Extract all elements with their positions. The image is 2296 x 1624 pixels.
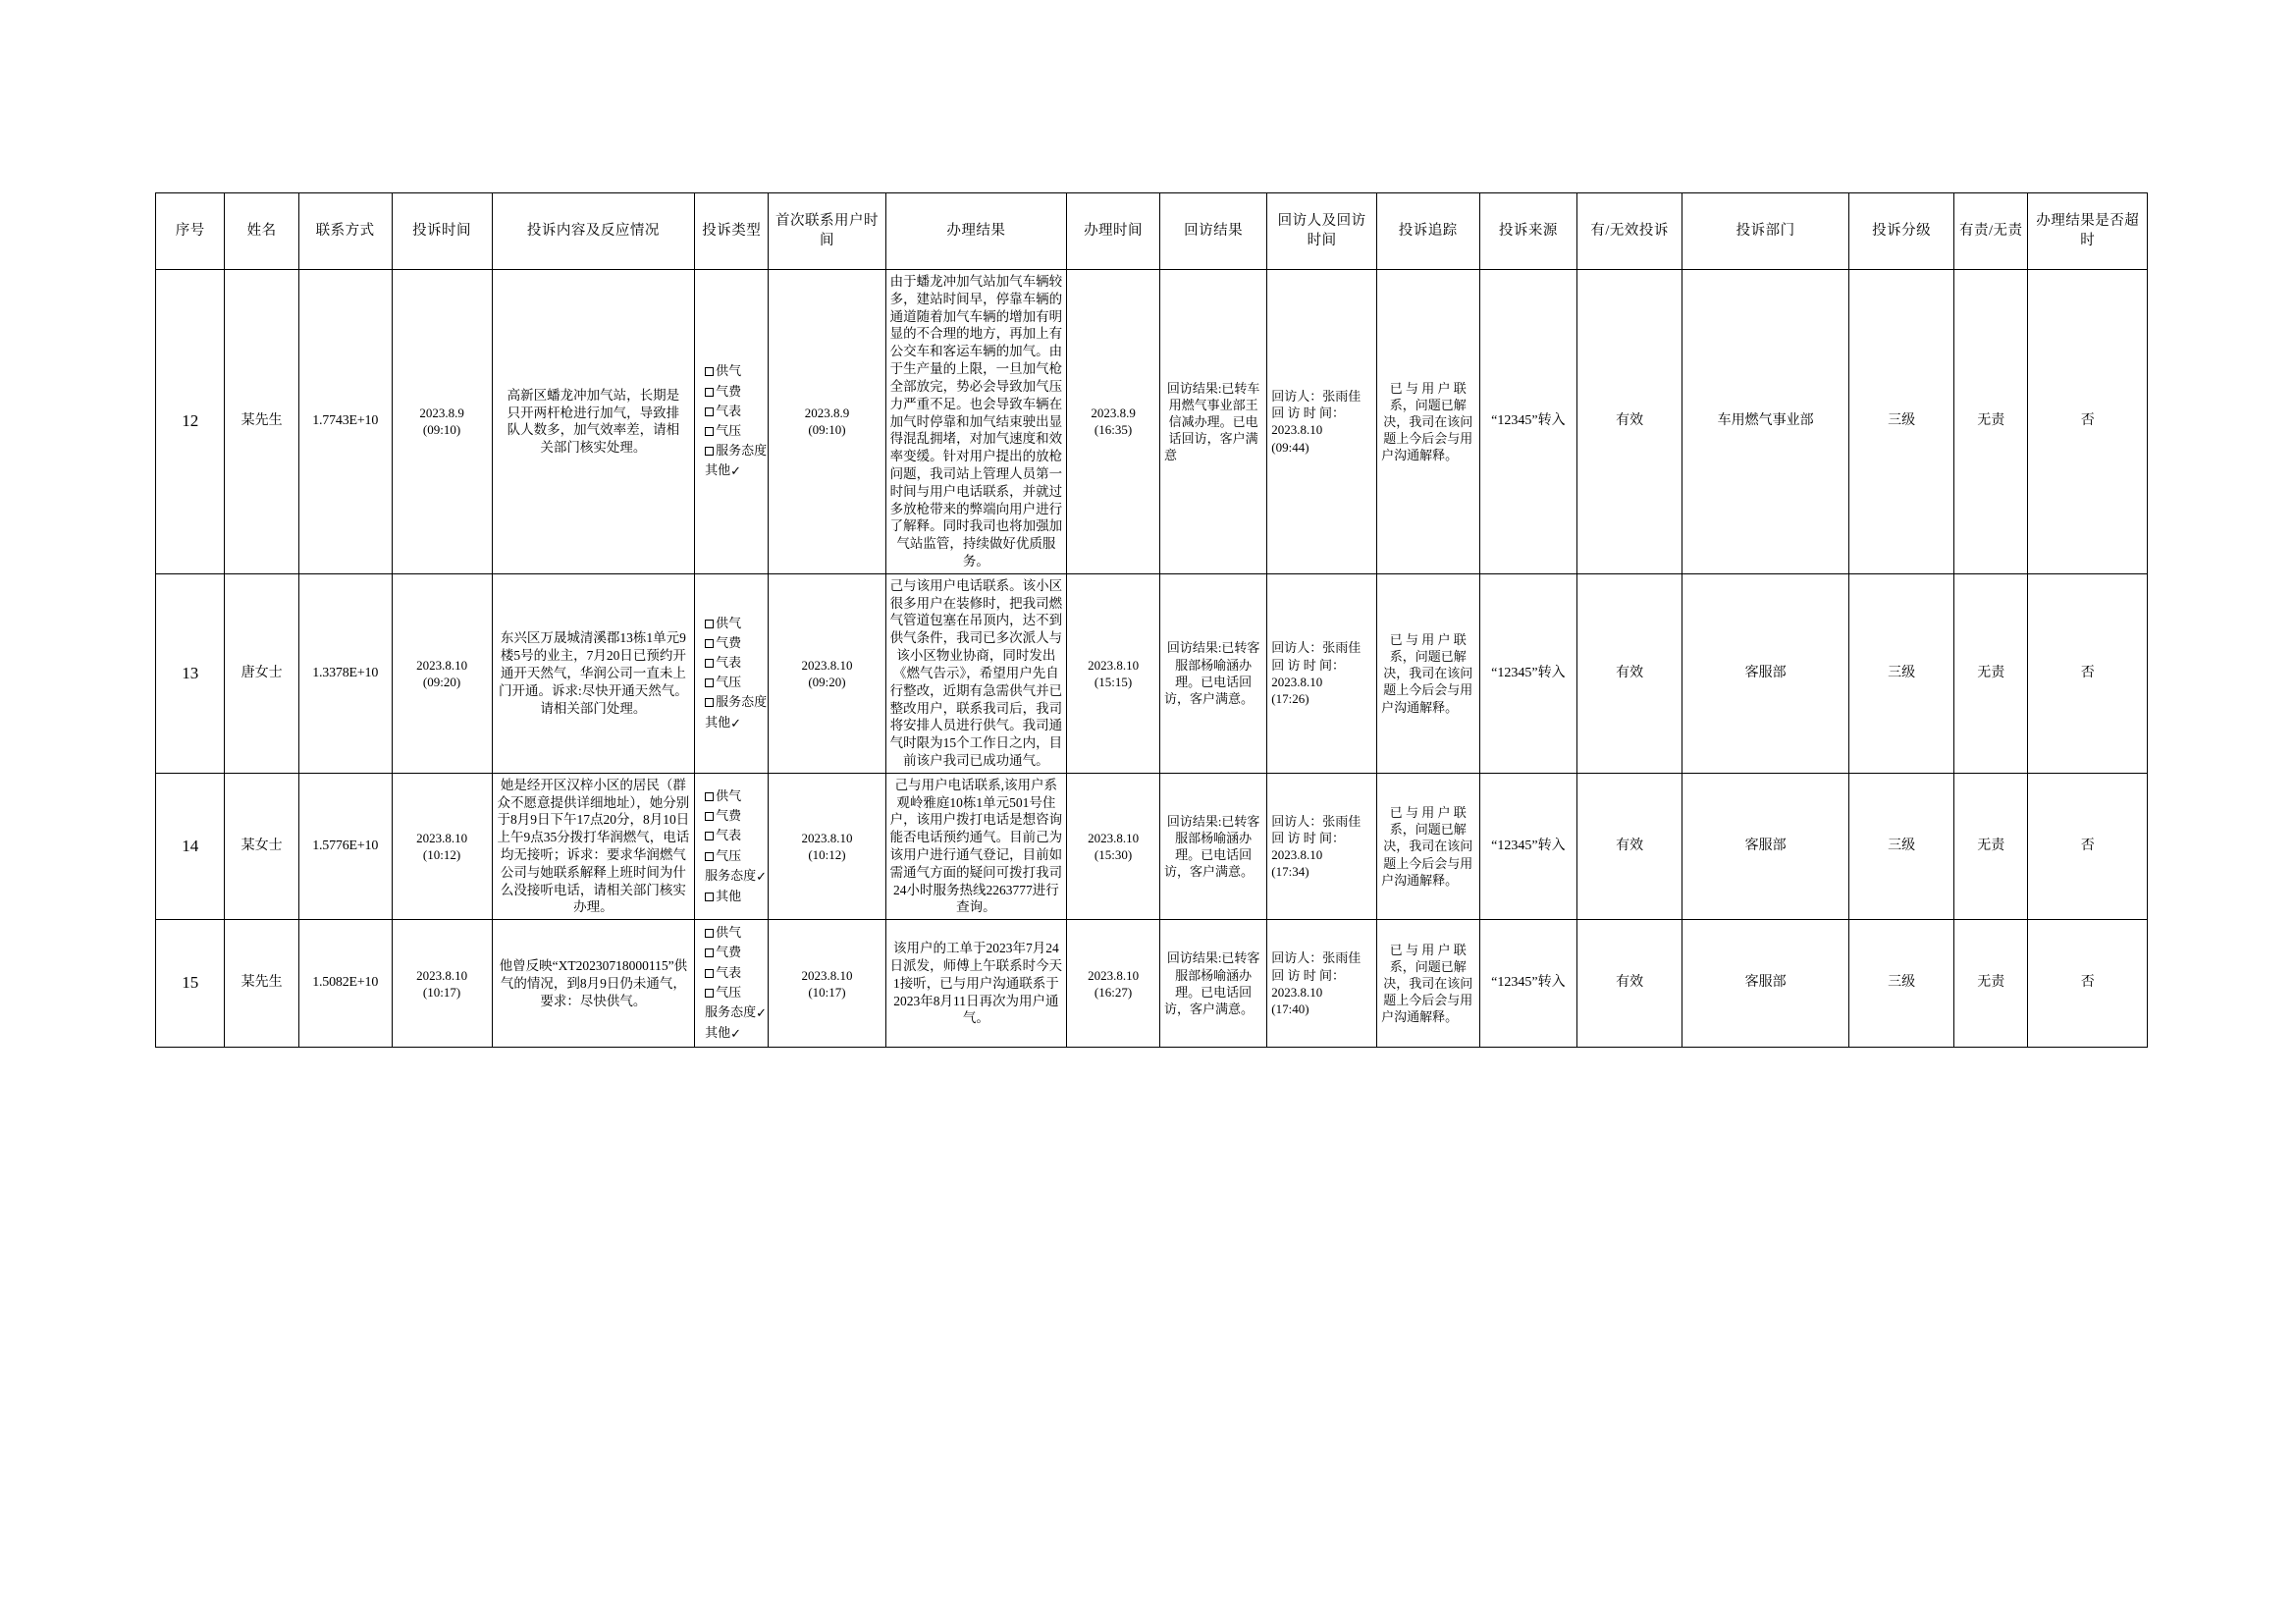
cell-seq: 15 (156, 920, 225, 1048)
cell-valid: 有效 (1577, 573, 1682, 773)
checkbox-empty-icon[interactable] (705, 893, 714, 901)
header-duty: 有责/无责 (1954, 193, 2028, 270)
header-valid: 有/无效投诉 (1577, 193, 1682, 270)
cell-result: 由于蟠龙冲加气站加气车辆较多，建站时间早，停靠车辆的通道随着加气车辆的增加有明显的不合理的地方，再加上有公交车和客运车辆的加气。由于生产量的上限，一旦加气枪全部放完，势必会导致加气压力严重不足。也会导致车辆在加气时停靠和加气结束驶出显得混乱拥堵，对加气速度和效率变缓。针对用户提出的放枪问题，我司站上管理人员第一时间与用户电话联系，并就过多放枪带来的弊端向用户进行了解释。同时我司也将加强加气站监管，持续做好优质服务。 (885, 270, 1067, 574)
complaint-type-label: 其他 (705, 462, 731, 478)
header-seq: 序号 (156, 193, 225, 270)
cell-complaint-time: 2023.8.9 (09:10) (392, 270, 492, 574)
checkbox-empty-icon[interactable] (705, 969, 714, 978)
cell-source: “12345”转入 (1479, 920, 1577, 1048)
checkbox-empty-icon[interactable] (705, 989, 714, 998)
cell-overtime: 否 (2028, 573, 2148, 773)
checkbox-empty-icon[interactable] (705, 678, 714, 687)
header-handle-time: 办理时间 (1067, 193, 1160, 270)
table-row (156, 773, 2148, 920)
cell-complaint-type (695, 773, 769, 920)
header-source: 投诉来源 (1479, 193, 1577, 270)
header-dept: 投诉部门 (1682, 193, 1849, 270)
checkbox-checked-icon[interactable]: ✓ (756, 1004, 768, 1020)
cell-visitor: 回访人：张雨佳 回 访 时 间： 2023.8.10 (17:34) (1267, 773, 1377, 920)
header-type: 投诉类型 (695, 193, 769, 270)
complaint-type-label: 供气 (716, 925, 742, 941)
cell-track: 已 与 用 户 联 系，问题已解决，我司在该问题上今后会与用户沟通解释。 (1377, 573, 1479, 773)
complaint-type-label: 供气 (716, 363, 742, 379)
header-track: 投诉追踪 (1377, 193, 1479, 270)
cell-phone: 1.5082E+10 (298, 920, 392, 1048)
checkbox-empty-icon[interactable] (705, 620, 714, 628)
cell-complaint-type (695, 270, 769, 574)
header-result: 办理结果 (885, 193, 1067, 270)
cell-level: 三级 (1849, 773, 1954, 920)
checkbox-empty-icon[interactable] (705, 639, 714, 648)
cell-visit-result: 回访结果:已转车用燃气事业部王信减办理。已电话回访，客户满意 (1159, 270, 1266, 574)
cell-name: 某女士 (225, 773, 298, 920)
complaint-type-label: 气费 (716, 945, 742, 960)
cell-valid: 有效 (1577, 270, 1682, 574)
cell-duty: 无责 (1954, 573, 2028, 773)
checkbox-empty-icon[interactable] (705, 388, 714, 397)
header-name: 姓名 (225, 193, 298, 270)
complaint-type-label: 气表 (716, 964, 742, 980)
complaint-type-label: 其他 (705, 714, 731, 730)
cell-dept: 客服部 (1682, 773, 1849, 920)
table-body (156, 270, 2148, 1048)
checkbox-empty-icon[interactable] (705, 447, 714, 456)
cell-handle-time: 2023.8.10 (15:30) (1067, 773, 1160, 920)
complaint-type-label: 气费 (716, 808, 742, 824)
cell-seq: 13 (156, 573, 225, 773)
complaint-type-label: 气表 (716, 655, 742, 671)
cell-level: 三级 (1849, 573, 1954, 773)
cell-level: 三级 (1849, 270, 1954, 574)
cell-first-contact-time: 2023.8.9 (09:10) (769, 270, 885, 574)
cell-result: 己与用户电话联系,该用户系观岭雅庭10栋1单元501号住户，该用户拨打电话是想咨询能否电话预约通气。目前己为该用户进行通气登记，目前如需通气方面的疑问可拨打我司24小时服务热线2263777进行查询。 (885, 773, 1067, 920)
cell-first-contact-time: 2023.8.10 (09:20) (769, 573, 885, 773)
cell-seq: 14 (156, 773, 225, 920)
header-visitor: 回访人及回访时间 (1267, 193, 1377, 270)
cell-duty: 无责 (1954, 270, 2028, 574)
cell-content: 她是经开区汉梓小区的居民（群众不愿意提供详细地址），她分别于8月9日下午17点20分，8月10日上午9点35分拨打华润燃气，电话均无接听；诉求：要求华润燃气公司与她联系解释上班时间为什么没接听电话，请相关部门核实办理。 (492, 773, 695, 920)
cell-complaint-time: 2023.8.10 (10:12) (392, 773, 492, 920)
complaint-type-label: 气表 (716, 828, 742, 843)
cell-duty: 无责 (1954, 773, 2028, 920)
cell-visitor: 回访人：张雨佳 回 访 时 间： 2023.8.10 (09:44) (1267, 270, 1377, 574)
cell-duty: 无责 (1954, 920, 2028, 1048)
cell-first-contact-time: 2023.8.10 (10:17) (769, 920, 885, 1048)
cell-visitor: 回访人：张雨佳 回 访 时 间： 2023.8.10 (17:26) (1267, 573, 1377, 773)
checkbox-empty-icon[interactable] (705, 929, 714, 938)
cell-result: 己与该用户电话联系。该小区很多用户在装修时，把我司燃气管道包塞在吊顶内，达不到供气条件，我司已多次派人与该小区物业协商，同时发出《燃气告示》，希望用户先自行整改，近期有急需供气并已整改用户，联系我司后，我司将安排人员进行供气。我司通气时限为15个工作日之内，目前该户我司已成功通气。 (885, 573, 1067, 773)
cell-complaint-time: 2023.8.10 (10:17) (392, 920, 492, 1048)
checkbox-empty-icon[interactable] (705, 832, 714, 840)
cell-content: 高新区蟠龙冲加气站，长期是只开两杆枪进行加气，导致排队人数多，加气效率差，请相关部门核实处理。 (492, 270, 695, 574)
checkbox-empty-icon[interactable] (705, 698, 714, 707)
complaint-records-table (155, 192, 2148, 1048)
cell-visitor: 回访人：张雨佳 回 访 时 间： 2023.8.10 (17:40) (1267, 920, 1377, 1048)
cell-visit-result: 回访结果:已转客服部杨喻涵办理。已电话回访，客户满意。 (1159, 573, 1266, 773)
cell-name: 某先生 (225, 270, 298, 574)
cell-level: 三级 (1849, 920, 1954, 1048)
cell-phone: 1.3378E+10 (298, 573, 392, 773)
cell-handle-time: 2023.8.10 (15:15) (1067, 573, 1160, 773)
header-level: 投诉分级 (1849, 193, 1954, 270)
header-phone: 联系方式 (298, 193, 392, 270)
cell-result: 该用户的工单于2023年7月24日派发，师傅上午联系时今天1接听，已与用户沟通联系于2023年8月11日再次为用户通气。 (885, 920, 1067, 1048)
cell-content: 他曾反映“XT20230718000115”供气的情况，到8月9日仍未通气，要求：尽快供气。 (492, 920, 695, 1048)
cell-valid: 有效 (1577, 773, 1682, 920)
cell-track: 已 与 用 户 联 系，问题已解决，我司在该问题上今后会与用户沟通解释。 (1377, 773, 1479, 920)
checkbox-checked-icon[interactable]: ✓ (756, 868, 768, 884)
cell-complaint-time: 2023.8.10 (09:20) (392, 573, 492, 773)
cell-handle-time: 2023.8.10 (16:27) (1067, 920, 1160, 1048)
cell-phone: 1.7743E+10 (298, 270, 392, 574)
header-overtime: 办理结果是否超时 (2028, 193, 2148, 270)
checkbox-empty-icon[interactable] (705, 659, 714, 668)
header-visit-result: 回访结果 (1159, 193, 1266, 270)
cell-handle-time: 2023.8.9 (16:35) (1067, 270, 1160, 574)
complaint-type-label: 气压 (716, 422, 742, 438)
checkbox-empty-icon[interactable] (705, 792, 714, 801)
cell-visit-result: 回访结果:已转客服部杨喻涵办理。已电话回访，客户满意。 (1159, 920, 1266, 1048)
cell-valid: 有效 (1577, 920, 1682, 1048)
cell-complaint-type (695, 920, 769, 1048)
complaint-type-label: 服务态度 (705, 867, 757, 883)
checkbox-checked-icon[interactable]: ✓ (730, 463, 742, 479)
complaint-type-label: 其他 (716, 888, 742, 903)
cell-track: 已 与 用 户 联 系，问题已解决，我司在该问题上今后会与用户沟通解释。 (1377, 920, 1479, 1048)
checkbox-empty-icon[interactable] (705, 427, 714, 436)
checkbox-empty-icon[interactable] (705, 367, 714, 376)
cell-overtime: 否 (2028, 920, 2148, 1048)
complaint-type-label: 气压 (716, 984, 742, 1000)
checkbox-empty-icon[interactable] (705, 852, 714, 861)
cell-name: 某先生 (225, 920, 298, 1048)
complaint-type-label: 服务态度 (716, 694, 768, 710)
complaint-type-label: 服务态度 (705, 1003, 757, 1019)
cell-dept: 客服部 (1682, 573, 1849, 773)
cell-source: “12345”转入 (1479, 270, 1577, 574)
table-header-row (156, 193, 2148, 270)
complaint-type-label: 供气 (716, 788, 742, 804)
table-row (156, 270, 2148, 574)
cell-content: 东兴区万晟城清溪郡13栋1单元9楼5号的业主，7月20日已预约开通开天然气，华润公司一直未上门开通。诉求:尽快开通天然气。请相关部门处理。 (492, 573, 695, 773)
complaint-type-label: 气费 (716, 383, 742, 399)
cell-seq: 12 (156, 270, 225, 574)
checkbox-checked-icon[interactable]: ✓ (730, 1025, 742, 1041)
cell-overtime: 否 (2028, 270, 2148, 574)
checkbox-empty-icon[interactable] (705, 407, 714, 416)
complaint-type-label: 气表 (716, 403, 742, 418)
checkbox-checked-icon[interactable]: ✓ (730, 715, 742, 731)
table-row (156, 920, 2148, 1048)
header-content: 投诉内容及反应情况 (492, 193, 695, 270)
header-complaint-time: 投诉时间 (392, 193, 492, 270)
complaint-type-label: 服务态度 (716, 443, 768, 459)
cell-dept: 车用燃气事业部 (1682, 270, 1849, 574)
table-row (156, 573, 2148, 773)
header-first-contact-time: 首次联系用户时间 (769, 193, 885, 270)
checkbox-empty-icon[interactable] (705, 812, 714, 821)
cell-source: “12345”转入 (1479, 573, 1577, 773)
cell-name: 唐女士 (225, 573, 298, 773)
complaint-type-label: 气压 (716, 675, 742, 690)
cell-complaint-type (695, 573, 769, 773)
cell-visit-result: 回访结果:已转客服部杨喻涵办理。已电话回访，客户满意。 (1159, 773, 1266, 920)
checkbox-empty-icon[interactable] (705, 948, 714, 957)
complaint-type-label: 其他 (705, 1024, 731, 1040)
complaint-type-label: 气费 (716, 635, 742, 650)
cell-track: 已 与 用 户 联 系，问题已解决，我司在该问题上今后会与用户沟通解释。 (1377, 270, 1479, 574)
cell-dept: 客服部 (1682, 920, 1849, 1048)
complaint-type-label: 供气 (716, 615, 742, 630)
complaint-type-label: 气压 (716, 847, 742, 863)
cell-first-contact-time: 2023.8.10 (10:12) (769, 773, 885, 920)
cell-source: “12345”转入 (1479, 773, 1577, 920)
cell-phone: 1.5776E+10 (298, 773, 392, 920)
cell-overtime: 否 (2028, 773, 2148, 920)
